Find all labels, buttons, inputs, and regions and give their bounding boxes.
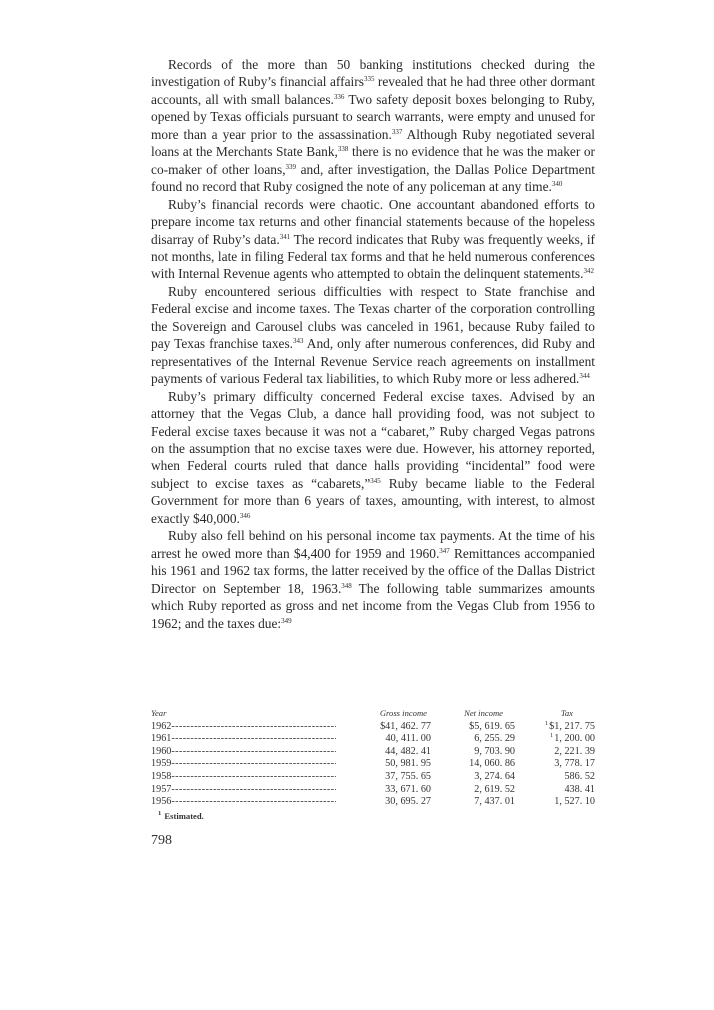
cell-tax (515, 758, 595, 771)
paragraph (151, 527, 595, 632)
cell-gross-income: 50, 981. 95 (385, 758, 431, 770)
body-text (151, 56, 595, 632)
cell-year (151, 721, 336, 734)
footnote-reference: 339 (285, 162, 297, 171)
cell-gross-income: 44, 482. 41 (385, 745, 431, 757)
cell-net-income: 6, 255. 29 (474, 733, 515, 745)
paragraph (151, 196, 595, 283)
cell-tax (515, 771, 595, 784)
tax-value: 3, 778. 17 (554, 758, 595, 770)
table-row (151, 771, 595, 784)
tax-value: $1, 217. 75 (549, 720, 595, 732)
year-value: 1957 (151, 783, 172, 795)
text-run: Records of the more than 50 banking institutions checked during the investigation of Ruby’s financial affairs (151, 57, 595, 90)
text-run: Ruby became liable to the Federal Government for more than 6 years of taxes, amounting, with interest, to almost exactly $40,000. (151, 475, 595, 526)
footnote-reference: 335 (363, 75, 375, 84)
text-run: Two safety deposit boxes belonging to Ruby, opened by Texas officials pursuant to search warrants, were empty and unused for more than a year prior to the assassination. (151, 91, 595, 142)
table-row (151, 796, 595, 809)
cell-year (151, 758, 336, 771)
text-run: Ruby encountered serious difficulties with respect to State franchise and Federal excise and income taxes. The Texas charter of the corporation controlling the Sovereign and Carousel clubs was canceled in 1961, because Ruby failed to pay Texas franchise taxes. (151, 283, 595, 352)
cell-year (151, 746, 336, 759)
footnote-reference: 348 (341, 581, 352, 590)
cell-gross-income: 30, 695. 27 (385, 796, 431, 808)
footnote-reference: 336 (333, 92, 345, 101)
text-run: there is no evidence that he was the maker or co-maker of other loans, (151, 144, 595, 177)
paragraph (151, 56, 595, 196)
paragraph (151, 388, 595, 528)
table-header-row (151, 707, 595, 720)
cell-gross-income: $41, 462. 77 (380, 720, 431, 732)
footnote-reference: 345 (370, 476, 381, 485)
cell-tax (515, 721, 595, 734)
footnote-reference: 344 (579, 372, 590, 381)
text-run: revealed that he had three other dormant accounts, all with small balances. (151, 74, 595, 107)
cell-tax (515, 746, 595, 759)
footnote-reference: 349 (281, 616, 292, 625)
text-run: Ruby’s primary difficulty concerned Federal excise taxes. Advised by an attorney that the Vegas Club, a dance hall providing food, was not subject to Federal excise taxes because it was not a “cabaret,” Ruby charged Vegas patrons on the assumption that no excise taxes were due. However, his attorney reported, when Federal courts ruled that dance halls providing “incidental” food were subject to excise taxes as “cabarets,” (151, 388, 595, 491)
tax-value: 586. 52 (564, 770, 595, 782)
footnote-text: Estimated. (164, 811, 204, 821)
paragraph (151, 283, 595, 388)
footnote-reference: 342 (583, 267, 594, 276)
tax-value: 438. 41 (564, 783, 595, 795)
text-run: Although Ruby negotiated several loans at the Merchants State Bank, (151, 126, 595, 160)
table-body (151, 721, 595, 809)
footnote-reference: 338 (337, 145, 349, 154)
cell-year (151, 796, 336, 809)
tax-value: 2, 221. 39 (554, 745, 595, 757)
table-row (151, 733, 595, 746)
year-value: 1958 (151, 770, 172, 782)
table-row (151, 746, 595, 759)
cell-tax (515, 733, 595, 746)
text-run: Remittances accompanied his 1961 and 1962 tax forms, the latter received by the office of the Dallas District Director on September 18, 1963. (151, 545, 595, 596)
income-table (151, 707, 595, 809)
footnote-reference: 340 (551, 180, 563, 189)
year-value: 1961 (151, 733, 172, 745)
cell-tax (515, 784, 595, 797)
header-tax: Tax (560, 708, 573, 718)
footnote-reference: 346 (239, 511, 251, 520)
text-run: The record indicates that Ruby was frequently weeks, if not months, late in filing Federal tax forms and that he held numerous conferences with Internal Revenue agents who attempted to obtain the delinquent statements. (151, 231, 595, 282)
cell-net-income: 2, 619. 52 (474, 783, 515, 795)
table-row (151, 758, 595, 771)
year-value: 1962 (151, 720, 172, 732)
estimate-mark: 1 (550, 732, 554, 740)
footnote (158, 811, 204, 821)
cell-year (151, 784, 336, 797)
cell-net-income: 7, 437. 01 (474, 796, 515, 808)
cell-tax (515, 796, 595, 809)
text-run: and, after investigation, the Dallas Police Department found no record that Ruby cosigned the note of any policeman at any time. (151, 161, 595, 195)
text-run: Ruby’s financial records were chaotic. One accountant abandoned efforts to prepare income tax returns and other financial statements because of the hopeless disarray of Ruby’s data. (151, 196, 595, 247)
footnote-reference: 341 (279, 232, 291, 241)
cell-year (151, 733, 336, 746)
footnote-mark: 1 (158, 810, 162, 817)
cell-net-income: $5, 619. 65 (469, 720, 515, 732)
footnote-reference: 337 (391, 127, 403, 136)
header-year: Year (151, 708, 167, 718)
cell-net-income: 9, 703. 90 (474, 745, 515, 757)
estimate-mark: 1 (544, 719, 549, 727)
tax-value: 1, 200. 00 (554, 733, 595, 745)
tax-value: 1, 527. 10 (554, 796, 595, 808)
page-number: 798 (151, 833, 172, 848)
cell-net-income: 3, 274. 64 (474, 770, 515, 782)
header-gross-income: Gross income (379, 708, 427, 718)
header-net-income: Net income (464, 708, 503, 718)
year-value: 1960 (151, 745, 172, 757)
text-run: The following table summarizes amounts which Ruby reported as gross and net income from the Vegas Club from 1956 to 1962; and the taxes due: (151, 580, 595, 631)
footnote-reference: 343 (293, 337, 304, 346)
cell-gross-income: 40, 411. 00 (385, 733, 431, 745)
text-run: Ruby also fell behind on his personal income tax payments. At the time of his arrest he owed more than $4,400 for 1959 and 1960. (151, 528, 595, 561)
cell-gross-income: 33, 671. 60 (385, 783, 431, 795)
year-value: 1956 (151, 796, 172, 808)
table-row (151, 721, 595, 734)
text-run: And, only after numerous conferences, did Ruby and representatives of the Internal Revenue Service reach agreements on installment payments of various Federal tax liabilities, to which Ruby more or less adhered. (151, 336, 595, 387)
footnote-reference: 347 (439, 546, 450, 555)
year-value: 1959 (151, 758, 172, 770)
cell-net-income: 14, 060. 86 (469, 758, 515, 770)
cell-gross-income: 37, 755. 65 (385, 770, 431, 782)
cell-year (151, 771, 336, 784)
table-row (151, 784, 595, 797)
